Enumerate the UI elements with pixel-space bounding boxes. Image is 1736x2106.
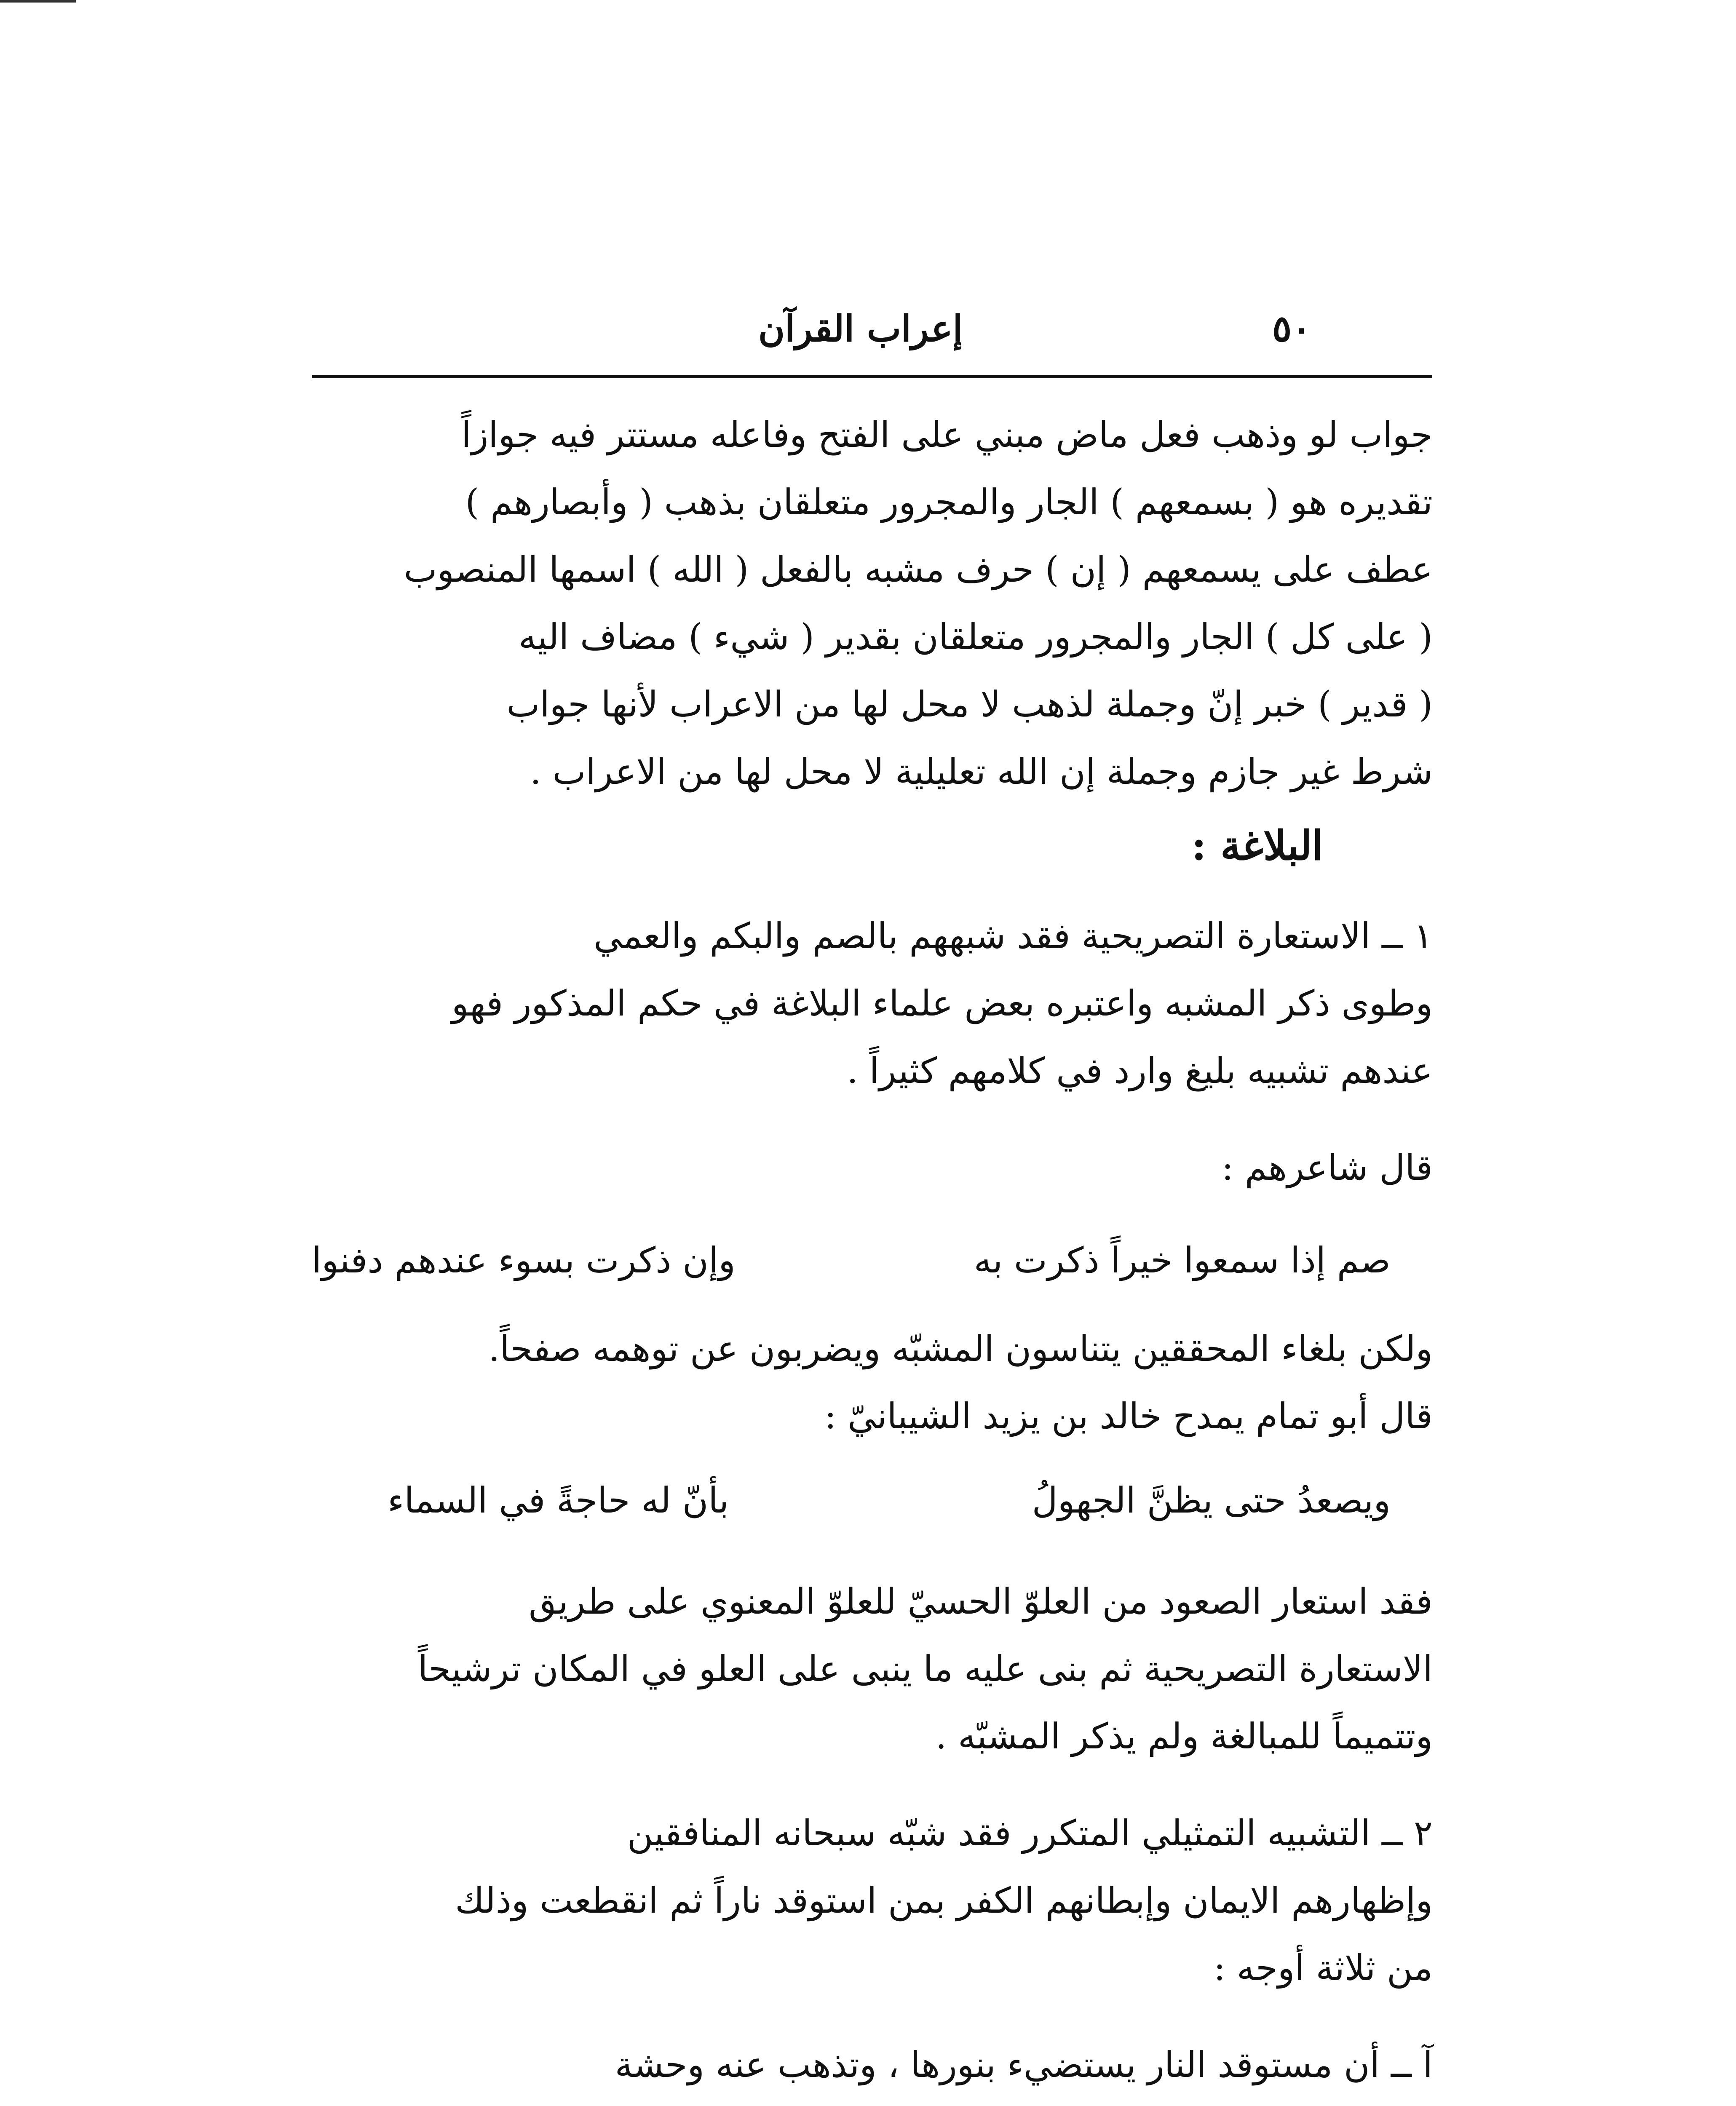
text-line: فقد استعار الصعود من العلوّ الحسيّ للعلوّ المعنوي على طريق — [529, 1581, 1433, 1622]
verse-hemistich: وإن ذكرت بسوء عندهم دفنوا — [312, 1240, 736, 1281]
text-line: ولكن بلغاء المحققين يتناسون المشبّه ويضربون عن توهمه صفحاً. — [488, 1328, 1433, 1369]
page-number: ٥٠ — [1272, 307, 1311, 350]
verse-hemistich: صم إذا سمعوا خيراً ذكرت به — [974, 1240, 1391, 1281]
header-rule — [312, 375, 1432, 378]
text-line: الاستعارة التصريحية ثم بنى عليه ما ينبى على العلو في المكان ترشيحاً — [417, 1648, 1433, 1689]
text-line: وطوى ذكر المشبه واعتبره بعض علماء البلاغة في حكم المذكور فهو — [451, 983, 1433, 1024]
text-line: وإظهارهم الايمان وإبطانهم الكفر بمن استوقد ناراً ثم انقطعت وذلك — [455, 1880, 1433, 1921]
book-title: إعراب القرآن — [758, 307, 963, 350]
text-line: آ ــ أن مستوقد النار يستضيء بنورها ، وتذهب عنه وحشة — [615, 2044, 1433, 2085]
text-line: ( قدير ) خبر إنّ وجملة لذهب لا محل لها من الاعراب لأنها جواب — [506, 684, 1433, 725]
text-line: عطف على يسمعهم ( إن ) حرف مشبه بالفعل ( الله ) اسمها المنصوب — [404, 549, 1433, 590]
text-line: جواب لو وذهب فعل ماض مبني على الفتح وفاعله مستتر فيه جوازاً — [461, 414, 1433, 455]
text-line: ١ ــ الاستعارة التصريحية فقد شبههم بالصم والبكم والعمي — [594, 915, 1433, 957]
text-line: تقديره هو ( بسمعهم ) الجار والمجرور متعلقان بذهب ( وأبصارهم ) — [465, 481, 1433, 523]
text-line: من ثلاثة أوجه : — [1213, 1947, 1433, 1988]
verse-hemistich: بأنّ له حاجةً في السماء — [388, 1480, 729, 1521]
text-line: شرط غير جازم وجملة إن الله تعليلية لا محل لها من الاعراب . — [530, 751, 1433, 792]
text-line: وتتميماً للمبالغة ولم يذكر المشبّه . — [935, 1716, 1433, 1757]
text-line: ( على كل ) الجار والمجرور متعلقان بقدير ( شيء ) مضاف اليه — [519, 616, 1433, 657]
text-line: عندهم تشبيه بليغ وارد في كلامهم كثيراً . — [847, 1050, 1433, 1091]
poet-intro: قال شاعرهم : — [1221, 1147, 1433, 1188]
text-line: قال أبو تمام يمدح خالد بن يزيد الشيبانيّ : — [824, 1395, 1433, 1437]
text-line: ٢ ــ التشبيه التمثيلي المتكرر فقد شبّه سبحانه المنافقين — [627, 1812, 1433, 1854]
verse-hemistich: ويصعدُ حتى يظنَّ الجهولُ — [1032, 1480, 1391, 1521]
section-heading: البلاغة : — [1191, 822, 1323, 869]
scan-corner-line — [0, 0, 76, 7]
